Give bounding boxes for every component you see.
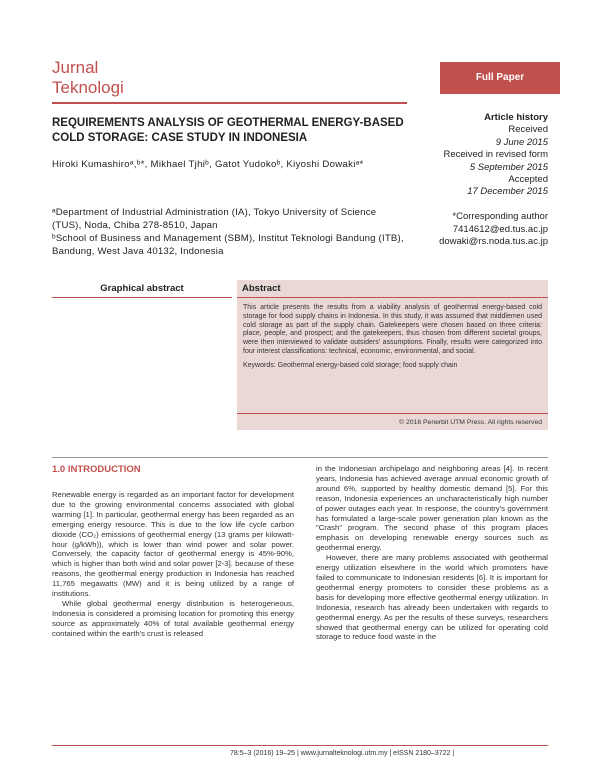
corresponding-email-2[interactable]: dowaki@rs.noda.tus.ac.jp <box>439 236 548 247</box>
revised-date: 5 September 2015 <box>469 161 548 173</box>
footer-rule <box>52 745 548 746</box>
graphical-abstract <box>52 280 232 430</box>
authors: Hiroki Kumashiroᵃ,ᵇ*, Mikhael Tjhiᵇ, Gatot Yudokoᵇ, Kiyoshi Dowakiᵃ* <box>52 159 364 170</box>
affiliation-a: ᵃDepartment of Industrial Administration (IA), Tokyo University of Science (TUS), Noda, Chiba 278-8510, Japan <box>52 207 377 231</box>
section-heading: 1.0 INTRODUCTION <box>52 464 141 475</box>
journal-name <box>52 58 124 98</box>
keywords: Keywords: Geothermal energy-based cold storage; food supply chain <box>243 361 458 369</box>
body-column-2 <box>316 464 548 642</box>
full-paper-badge: Full Paper <box>440 62 560 94</box>
corresponding-author <box>388 211 548 249</box>
affiliation-b: ᵇSchool of Business and Management (SBM), Institut Teknologi Bandung (ITB), Bandung, West Java 40132, Indonesia <box>52 233 404 257</box>
corresponding-label: *Corresponding author <box>452 211 548 222</box>
page-footer: 78:5–3 (2016) 19–25 | www.jurnalteknologi.utm.my | eISSN 2180–3722 | <box>230 750 455 757</box>
paragraph: However, there are many problems associated with geothermal energy utilization elsewhere in the world which promoters have failed to communicate to Indonesian residents [6]. It is important for geothermal energy promoters to consider these problems as a basis for developing more effective geothermal energy utilization. In Indonesia, research has already been undertaken with regards to geothermal energy. As per the results of these surveys, researchers showed that geothermal energy can be utilized for operating cold storage to reduce food waste in the <box>316 553 548 642</box>
paper-title: REQUIREMENTS ANALYSIS OF GEOTHERMAL ENERGY-BASED COLD STORAGE: CASE STUDY IN INDONESIA <box>52 117 404 144</box>
abstract-text: This article presents the results from a viability analysis of geothermal energy-based cold storage for food supply chains in Indonesia. In this study, it was assumed that middlemen used cold storage as part of the supply chain. Gatekeepers were chosen based on three criteria: place, people, and prospect; and the gatekeepers, thus chosen from different societal groups, were then interviewed to validate outsiders' assumptions. Finally, results were categorized into four interest classifications: technical, economic, environmental, and social. <box>243 304 542 355</box>
graphical-abstract-heading: Graphical abstract <box>52 280 232 298</box>
copyright: © 2016 Penerbit UTM Press. All rights reserved <box>399 419 542 426</box>
history-heading: Article history <box>484 112 548 123</box>
copyright-rule <box>237 413 548 414</box>
section-rule <box>52 457 548 458</box>
revised-label: Received in revised form <box>443 149 548 161</box>
received-date: 9 June 2015 <box>495 136 548 148</box>
accepted-label: Accepted <box>508 174 548 186</box>
journal-line1: Jurnal <box>52 58 99 77</box>
corresponding-email-1[interactable]: 7414612@ed.tus.ac.jp <box>452 223 548 235</box>
article-history <box>408 112 548 199</box>
journal-rule <box>52 102 407 104</box>
paragraph: in the Indonesian archipelago and neighboring areas [4]. In recent years, Indonesia has achieved average annual economic growth of around 6%, supported by healthy domestic demand [5]. For this reason, Indonesia experiences an uncharacteristically high number of power outages each year. In response, the country's government has formulated a large-scale power generation plan known as the "Crash" program. The second phase of this program places emphasis on developing renewable energy sources such as geothermal energy. <box>316 464 548 553</box>
abstract-box <box>237 280 548 430</box>
journal-line2: Teknologi <box>52 78 124 97</box>
received-label: Received <box>508 124 548 136</box>
affiliations <box>52 206 407 258</box>
abstract-heading: Abstract <box>237 280 548 298</box>
paragraph: Renewable energy is regarded as an important factor for development due to the growing environmental concerns associated with global warming [1]. In particular, geothermal energy has been regarded as an emerging energy resource. This is due to the low life cycle carbon dioxide (CO₂) emissions of geothermal energy (13 grams per kilowatt-hour (g/kWh)), which is lower than wind power and solar power. Conversely, the capacity factor of geothermal energy is 45%-90%, which is higher than both wind and solar power [2-3]. because of these reasons, the geothermal energy production in Indonesia has reached 11,765 megawatts (MW) and it is being utilized by a range of institutions. <box>52 490 294 599</box>
accepted-date: 17 December 2015 <box>467 186 548 198</box>
paragraph: While global geothermal energy distribution is heterogeneous, Indonesia is considered a promising location for promoting this energy source as approximately 40% of total available geothermal energy contained within the earth's crust is released <box>52 598 294 638</box>
body-column-1 <box>52 490 294 639</box>
